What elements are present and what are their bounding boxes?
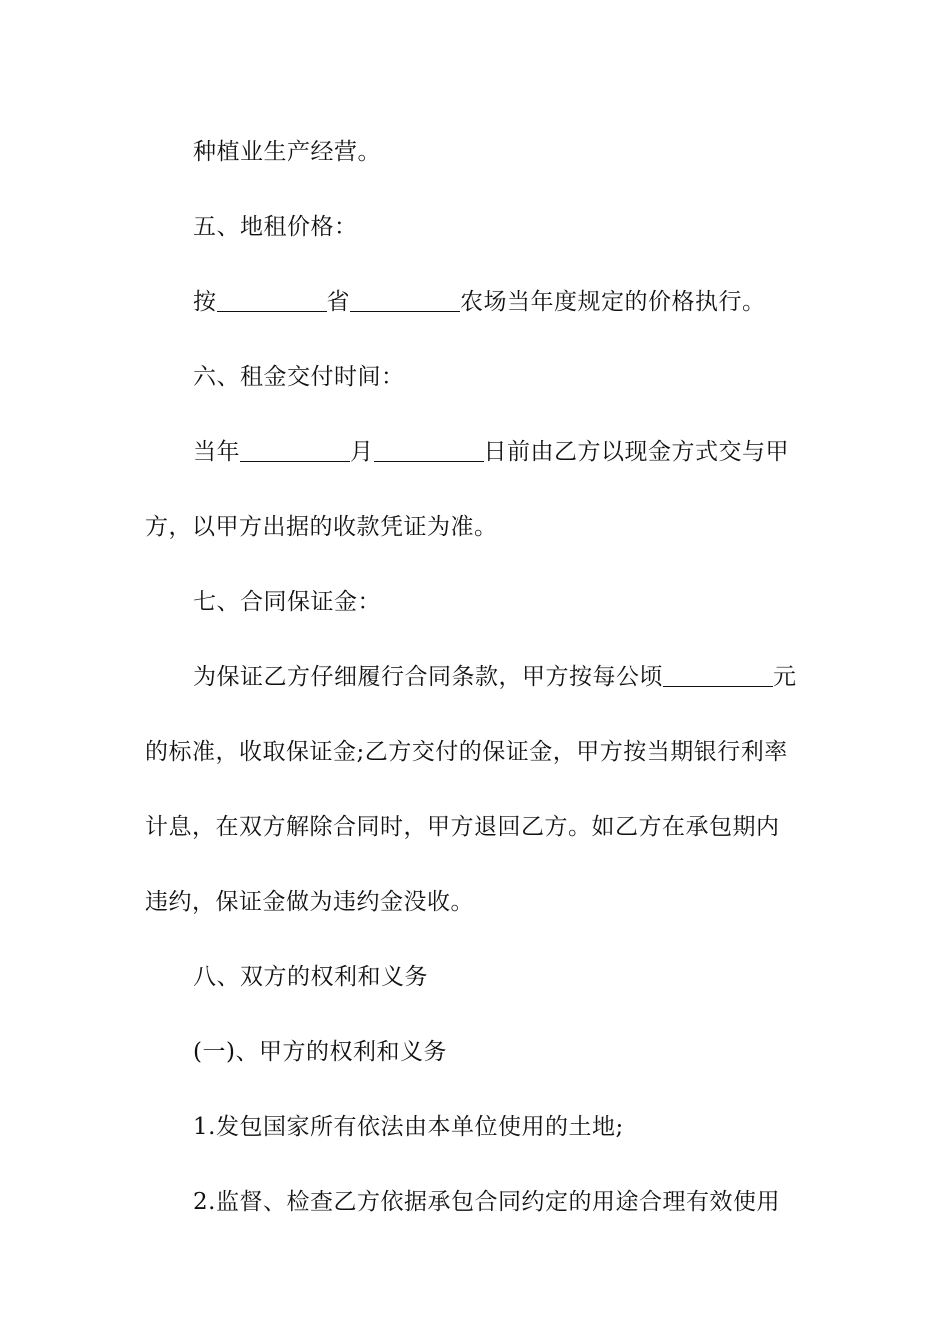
- line-text: 2.监督、检查乙方依据承包合同约定的用途合理有效使用: [193, 1189, 780, 1215]
- line-text: 的标准，收取保证金;乙方交付的保证金，甲方按当期银行利率: [145, 739, 788, 765]
- list-item-1: [193, 1109, 863, 1145]
- heading-text: (一)、甲方的权利和义务: [193, 1039, 447, 1065]
- line-text: 元: [773, 664, 797, 690]
- blank-province: [217, 289, 327, 312]
- paragraph-line-rent-price: [193, 284, 863, 320]
- heading-text: 五、地租价格：: [193, 214, 358, 240]
- paragraph-line-planting: [193, 134, 863, 170]
- paragraph-line-deposit-forfeit: [145, 884, 815, 920]
- section-heading-payment-time: [193, 359, 863, 395]
- line-text: 种植业生产经营。: [193, 139, 381, 165]
- heading-text: 七、合同保证金：: [193, 589, 381, 615]
- line-text: 日前由乙方以现金方式交与甲: [483, 439, 789, 465]
- paragraph-line-deposit-amount: [193, 659, 863, 695]
- line-text: 为保证乙方仔细履行合同条款，甲方按每公顷: [193, 664, 663, 690]
- line-text: 方，以甲方出据的收款凭证为准。: [145, 514, 498, 540]
- line-text: 按: [193, 289, 217, 315]
- section-heading-rights-duties: [193, 959, 863, 995]
- section-heading-rent-price: [193, 209, 863, 245]
- paragraph-line-deposit-standard: [145, 734, 815, 770]
- heading-text: 八、双方的权利和义务: [193, 964, 428, 990]
- line-text: 1.发包国家所有依法由本单位使用的土地;: [193, 1114, 624, 1140]
- blank-month: [240, 439, 350, 462]
- paragraph-line-payment-date: [193, 434, 863, 470]
- line-text: 省: [326, 289, 350, 315]
- line-text: 月: [350, 439, 374, 465]
- line-text: 当年: [193, 439, 240, 465]
- section-heading-deposit: [193, 584, 863, 620]
- list-item-2: [193, 1184, 863, 1220]
- line-text: 计息，在双方解除合同时，甲方退回乙方。如乙方在承包期内: [145, 814, 780, 840]
- blank-farm: [350, 289, 460, 312]
- line-text: 农场当年度规定的价格执行。: [460, 289, 766, 315]
- blank-day: [374, 439, 484, 462]
- blank-amount: [663, 664, 773, 687]
- paragraph-line-receipt: [145, 509, 815, 545]
- heading-text: 六、租金交付时间：: [193, 364, 405, 390]
- line-text: 违约，保证金做为违约金没收。: [145, 889, 474, 915]
- subsection-heading-party-a: [193, 1034, 863, 1070]
- paragraph-line-deposit-interest: [145, 809, 815, 845]
